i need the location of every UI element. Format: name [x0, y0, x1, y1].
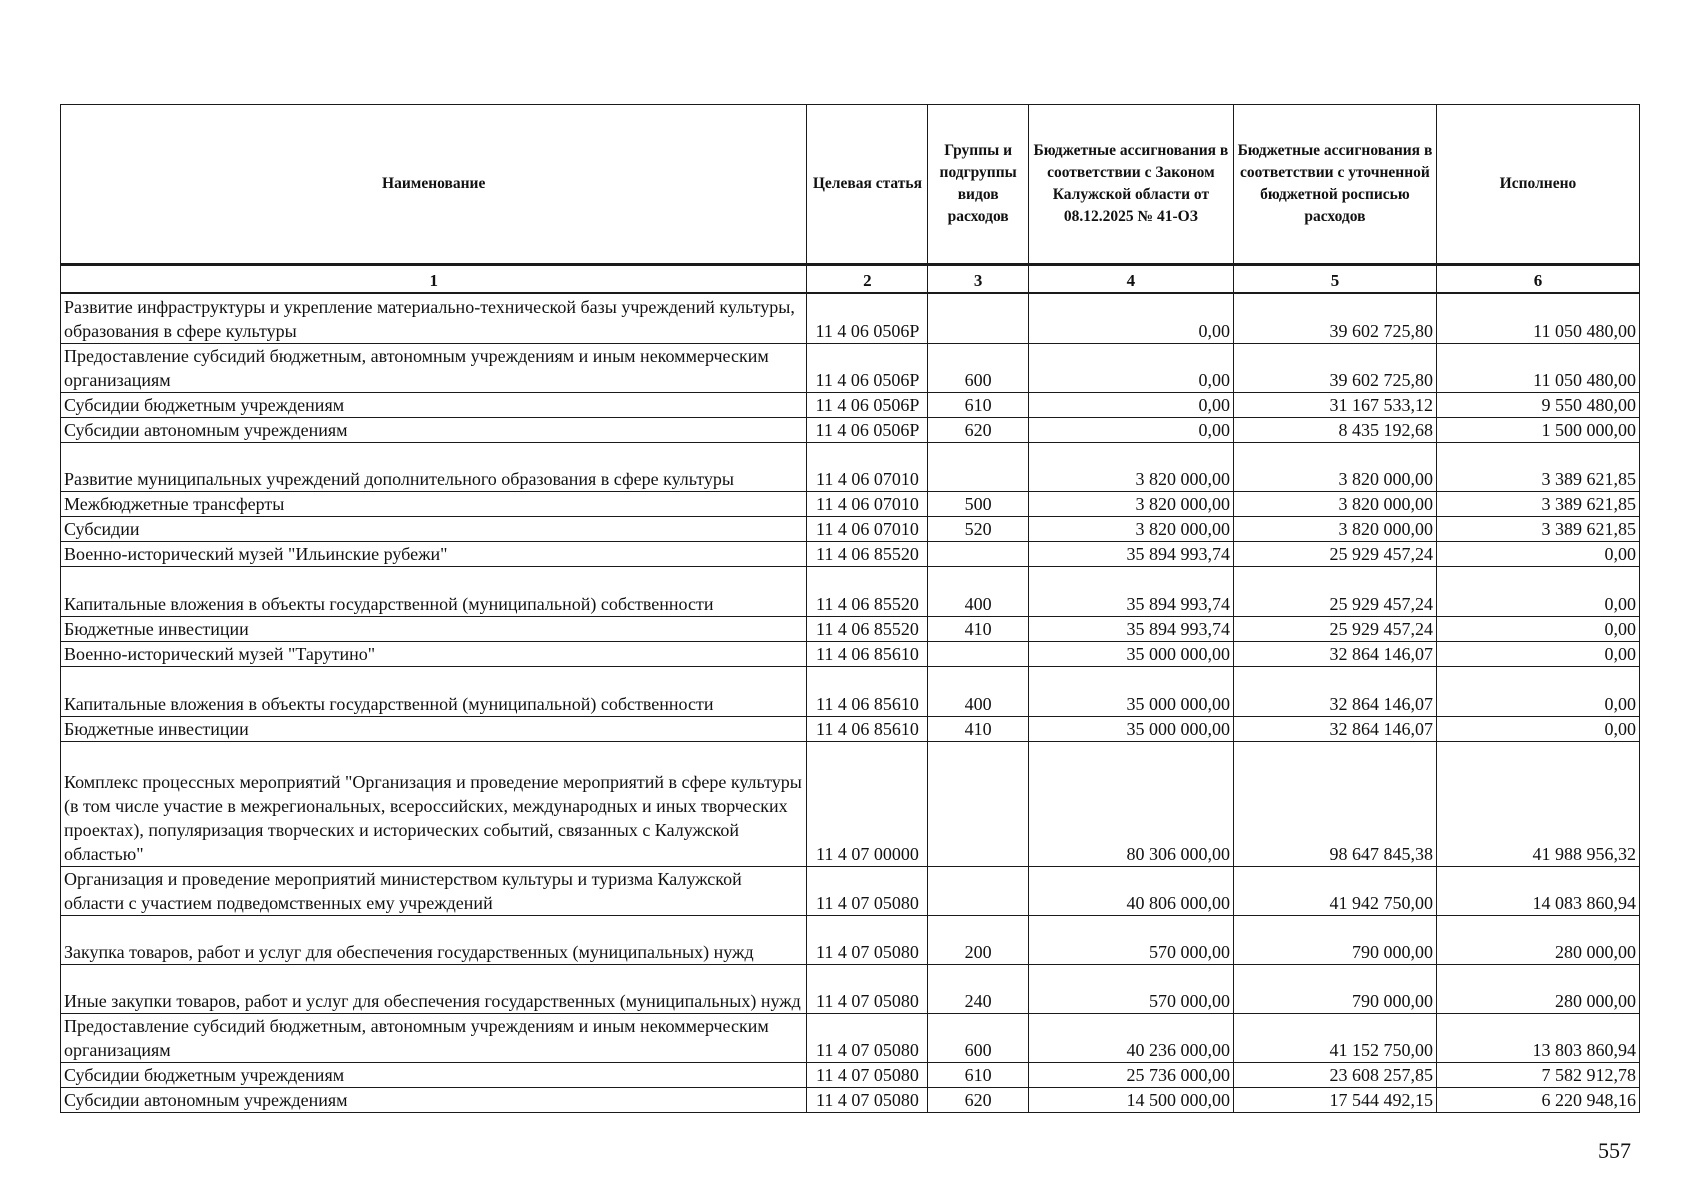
row-executed-amount: 1 500 000,00 — [1436, 417, 1639, 442]
row-target-article: 11 4 07 05080 — [807, 866, 928, 915]
table-row — [61, 964, 1640, 1013]
row-target-article: 11 4 07 05080 — [807, 1087, 928, 1112]
row-law-amount: 35 000 000,00 — [1028, 641, 1233, 666]
row-executed-amount: 0,00 — [1436, 716, 1639, 741]
row-target-article: 11 4 07 05080 — [807, 1062, 928, 1087]
row-executed-amount: 0,00 — [1436, 641, 1639, 666]
row-law-amount: 0,00 — [1028, 293, 1233, 343]
row-expense-group: 600 — [928, 343, 1028, 392]
row-updated-amount: 39 602 725,80 — [1233, 293, 1436, 343]
row-name: Субсидии автономным учреждениям — [61, 417, 807, 442]
row-expense-group: 200 — [928, 915, 1028, 964]
row-executed-amount: 14 083 860,94 — [1436, 866, 1639, 915]
row-expense-group — [928, 293, 1028, 343]
header-row — [61, 105, 1640, 265]
table-row — [61, 915, 1640, 964]
table-row — [61, 442, 1640, 491]
row-updated-amount: 25 929 457,24 — [1233, 541, 1436, 566]
row-target-article: 11 4 06 07010 — [807, 442, 928, 491]
row-law-amount: 40 806 000,00 — [1028, 866, 1233, 915]
row-target-article: 11 4 06 85520 — [807, 566, 928, 616]
row-target-article: 11 4 07 00000 — [807, 741, 928, 866]
column-number: 3 — [928, 265, 1028, 294]
row-executed-amount: 0,00 — [1436, 566, 1639, 616]
row-target-article: 11 4 07 05080 — [807, 1013, 928, 1062]
row-target-article: 11 4 07 05080 — [807, 915, 928, 964]
row-name: Организация и проведение мероприятий министерством культуры и туризма Калужской области с участием подведомственных ему учреждений — [61, 866, 807, 915]
row-updated-amount: 25 929 457,24 — [1233, 566, 1436, 616]
row-name: Военно-исторический музей "Ильинские рубежи" — [61, 541, 807, 566]
row-executed-amount: 3 389 621,85 — [1436, 491, 1639, 516]
row-executed-amount: 7 582 912,78 — [1436, 1062, 1639, 1087]
column-number: 1 — [61, 265, 807, 294]
row-executed-amount: 13 803 860,94 — [1436, 1013, 1639, 1062]
row-name: Капитальные вложения в объекты государственной (муниципальной) собственности — [61, 566, 807, 616]
header-target-article: Целевая статья — [807, 105, 928, 265]
row-expense-group: 620 — [928, 417, 1028, 442]
column-number: 5 — [1233, 265, 1436, 294]
row-target-article: 11 4 07 05080 — [807, 964, 928, 1013]
row-target-article: 11 4 06 07010 — [807, 516, 928, 541]
column-number: 4 — [1028, 265, 1233, 294]
row-law-amount: 3 820 000,00 — [1028, 516, 1233, 541]
row-target-article: 11 4 06 0506Р — [807, 417, 928, 442]
budget-table — [60, 104, 1640, 1113]
row-updated-amount: 41 152 750,00 — [1233, 1013, 1436, 1062]
row-executed-amount: 3 389 621,85 — [1436, 516, 1639, 541]
row-name: Развитие инфраструктуры и укрепление материально-технической базы учреждений культуры, образования в сфере культуры — [61, 293, 807, 343]
row-updated-amount: 790 000,00 — [1233, 964, 1436, 1013]
row-name: Бюджетные инвестиции — [61, 716, 807, 741]
row-name: Закупка товаров, работ и услуг для обеспечения государственных (муниципальных) нужд — [61, 915, 807, 964]
row-name: Иные закупки товаров, работ и услуг для обеспечения государственных (муниципальных) нужд — [61, 964, 807, 1013]
row-expense-group: 240 — [928, 964, 1028, 1013]
row-updated-amount: 32 864 146,07 — [1233, 716, 1436, 741]
row-updated-amount: 39 602 725,80 — [1233, 343, 1436, 392]
table-row — [61, 666, 1640, 716]
row-updated-amount: 32 864 146,07 — [1233, 641, 1436, 666]
row-law-amount: 0,00 — [1028, 343, 1233, 392]
row-updated-amount: 23 608 257,85 — [1233, 1062, 1436, 1087]
table-row — [61, 1087, 1640, 1112]
row-executed-amount: 41 988 956,32 — [1436, 741, 1639, 866]
row-expense-group — [928, 442, 1028, 491]
table-row — [61, 1062, 1640, 1087]
table-row — [61, 866, 1640, 915]
row-updated-amount: 98 647 845,38 — [1233, 741, 1436, 866]
column-number-row — [61, 265, 1640, 294]
table-row — [61, 293, 1640, 343]
row-name: Комплекс процессных мероприятий "Организация и проведение мероприятий в сфере культуры (в том числе участие в межрегиональных, всероссийских, международных и иных творческих проектах), популяризация творческих и исторических событий, связанных с Калужской областью" — [61, 741, 807, 866]
row-executed-amount: 3 389 621,85 — [1436, 442, 1639, 491]
row-target-article: 11 4 06 0506Р — [807, 343, 928, 392]
row-expense-group: 400 — [928, 566, 1028, 616]
row-target-article: 11 4 06 85520 — [807, 616, 928, 641]
row-expense-group — [928, 641, 1028, 666]
row-executed-amount: 0,00 — [1436, 616, 1639, 641]
header-law-appropriations: Бюджетные ассигнования в соответствии с Законом Калужской области от 08.12.2025 № 41-ОЗ — [1028, 105, 1233, 265]
row-expense-group: 610 — [928, 1062, 1028, 1087]
row-expense-group: 520 — [928, 516, 1028, 541]
table-row — [61, 641, 1640, 666]
row-law-amount: 80 306 000,00 — [1028, 741, 1233, 866]
table-row — [61, 516, 1640, 541]
table-row — [61, 741, 1640, 866]
row-expense-group — [928, 741, 1028, 866]
row-executed-amount: 9 550 480,00 — [1436, 392, 1639, 417]
row-law-amount: 25 736 000,00 — [1028, 1062, 1233, 1087]
table-row — [61, 541, 1640, 566]
row-law-amount: 35 894 993,74 — [1028, 541, 1233, 566]
row-law-amount: 0,00 — [1028, 417, 1233, 442]
row-updated-amount: 32 864 146,07 — [1233, 666, 1436, 716]
row-expense-group: 400 — [928, 666, 1028, 716]
table-row — [61, 566, 1640, 616]
row-updated-amount: 41 942 750,00 — [1233, 866, 1436, 915]
row-name: Субсидии автономным учреждениям — [61, 1087, 807, 1112]
row-name: Предоставление субсидий бюджетным, автономным учреждениям и иным некоммерческим организациям — [61, 1013, 807, 1062]
header-name: Наименование — [61, 105, 807, 265]
row-executed-amount: 6 220 948,16 — [1436, 1087, 1639, 1112]
row-law-amount: 35 000 000,00 — [1028, 716, 1233, 741]
row-executed-amount: 0,00 — [1436, 666, 1639, 716]
row-expense-group: 600 — [928, 1013, 1028, 1062]
row-name: Капитальные вложения в объекты государственной (муниципальной) собственности — [61, 666, 807, 716]
row-updated-amount: 25 929 457,24 — [1233, 616, 1436, 641]
header-expense-groups: Группы и подгруппы видов расходов — [928, 105, 1028, 265]
row-target-article: 11 4 06 85610 — [807, 641, 928, 666]
row-name: Военно-исторический музей "Тарутино" — [61, 641, 807, 666]
row-target-article: 11 4 06 07010 — [807, 491, 928, 516]
table-row — [61, 392, 1640, 417]
table-row — [61, 716, 1640, 741]
row-law-amount: 3 820 000,00 — [1028, 491, 1233, 516]
table-row — [61, 1013, 1640, 1062]
row-updated-amount: 3 820 000,00 — [1233, 442, 1436, 491]
row-updated-amount: 3 820 000,00 — [1233, 516, 1436, 541]
row-name: Бюджетные инвестиции — [61, 616, 807, 641]
row-law-amount: 35 894 993,74 — [1028, 566, 1233, 616]
row-expense-group: 410 — [928, 716, 1028, 741]
row-target-article: 11 4 06 0506Р — [807, 293, 928, 343]
row-target-article: 11 4 06 85520 — [807, 541, 928, 566]
row-target-article: 11 4 06 85610 — [807, 716, 928, 741]
row-target-article: 11 4 06 0506Р — [807, 392, 928, 417]
row-executed-amount: 280 000,00 — [1436, 915, 1639, 964]
page-number: 557 — [1598, 1138, 1631, 1163]
row-executed-amount: 0,00 — [1436, 541, 1639, 566]
row-updated-amount: 790 000,00 — [1233, 915, 1436, 964]
row-expense-group — [928, 866, 1028, 915]
row-law-amount: 35 000 000,00 — [1028, 666, 1233, 716]
row-name: Субсидии бюджетным учреждениям — [61, 1062, 807, 1087]
row-expense-group — [928, 541, 1028, 566]
row-name: Субсидии бюджетным учреждениям — [61, 392, 807, 417]
row-law-amount: 40 236 000,00 — [1028, 1013, 1233, 1062]
row-law-amount: 0,00 — [1028, 392, 1233, 417]
column-number: 6 — [1436, 265, 1639, 294]
column-number: 2 — [807, 265, 928, 294]
table-row — [61, 616, 1640, 641]
header-executed: Исполнено — [1436, 105, 1639, 265]
row-executed-amount: 11 050 480,00 — [1436, 343, 1639, 392]
row-updated-amount: 17 544 492,15 — [1233, 1087, 1436, 1112]
row-name: Субсидии — [61, 516, 807, 541]
table-row — [61, 417, 1640, 442]
row-name: Развитие муниципальных учреждений дополнительного образования в сфере культуры — [61, 442, 807, 491]
row-expense-group: 500 — [928, 491, 1028, 516]
table-row — [61, 343, 1640, 392]
table-row — [61, 491, 1640, 516]
row-law-amount: 570 000,00 — [1028, 915, 1233, 964]
row-updated-amount: 8 435 192,68 — [1233, 417, 1436, 442]
row-law-amount: 35 894 993,74 — [1028, 616, 1233, 641]
row-updated-amount: 3 820 000,00 — [1233, 491, 1436, 516]
row-expense-group: 620 — [928, 1087, 1028, 1112]
row-target-article: 11 4 06 85610 — [807, 666, 928, 716]
row-expense-group: 610 — [928, 392, 1028, 417]
row-name: Предоставление субсидий бюджетным, автономным учреждениям и иным некоммерческим организациям — [61, 343, 807, 392]
row-name: Межбюджетные трансферты — [61, 491, 807, 516]
row-law-amount: 14 500 000,00 — [1028, 1087, 1233, 1112]
row-law-amount: 3 820 000,00 — [1028, 442, 1233, 491]
row-executed-amount: 11 050 480,00 — [1436, 293, 1639, 343]
header-updated-appropriations: Бюджетные ассигнования в соответствии с уточненной бюджетной росписью расходов — [1233, 105, 1436, 265]
row-updated-amount: 31 167 533,12 — [1233, 392, 1436, 417]
row-expense-group: 410 — [928, 616, 1028, 641]
row-law-amount: 570 000,00 — [1028, 964, 1233, 1013]
row-executed-amount: 280 000,00 — [1436, 964, 1639, 1013]
